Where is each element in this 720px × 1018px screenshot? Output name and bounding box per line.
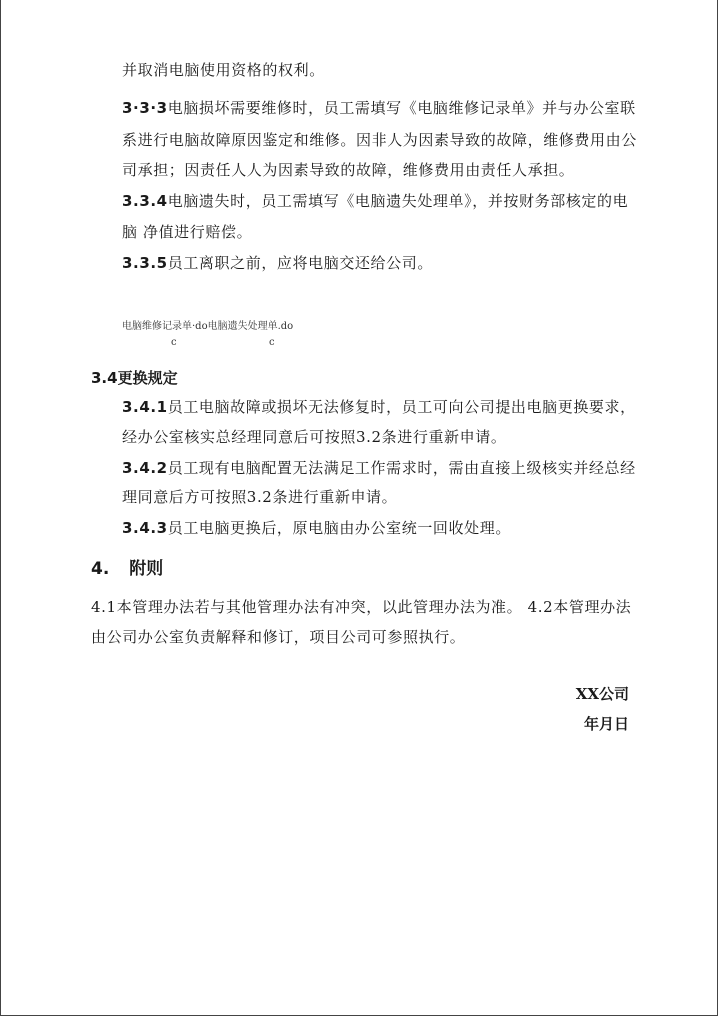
clause-number: 3·3·3 <box>122 99 168 117</box>
clause-3-3-3-line2: 系进行电脑故障原因鉴定和维修。因非人为因素导致的故障，维修费用由公 <box>122 131 637 149</box>
attachment-suffix-1: c <box>171 337 177 348</box>
clause-3-4-1-line2: 经办公室核实总经理同意后可按照3.2条进行重新申请。 <box>122 428 507 446</box>
clause-3-3-3-line3: 司承担；因责任人人为因素导致的故障，维修费用由责任人承担。 <box>122 161 575 179</box>
clause-3-4-1-line1 <box>122 397 636 417</box>
clause-number: 3.3.4 <box>122 192 168 210</box>
clause-text: 员工电脑故障或损坏无法修复时，员工可向公司提出电脑更换要求， <box>167 398 636 416</box>
paragraph-line: 并取消电脑使用资格的权利。 <box>122 61 325 79</box>
section-4-line2: 由公司办公室负责解释和修订，项目公司可参照执行。 <box>91 628 466 646</box>
section-number: 4. <box>91 559 110 579</box>
clause-number: 3.3.5 <box>122 254 168 272</box>
section-3-4-title: 3.4更换规定 <box>91 369 178 387</box>
attachment-filenames[interactable]: 电脑维修记录单·do电脑遗失处理单.do <box>122 321 294 332</box>
clause-number: 3.4.2 <box>122 459 168 477</box>
section-title: 附则 <box>129 559 164 579</box>
clause-3-3-4-line2: 脑 净值进行赔偿。 <box>122 223 253 241</box>
clause-3-4-2-line1 <box>122 458 636 478</box>
clause-3-3-3-line1 <box>122 98 636 118</box>
clause-3-3-5 <box>122 253 433 273</box>
clause-text: 电脑损坏需要维修时，员工需填写《电脑维修记录单》并与办公室联 <box>167 99 636 117</box>
clause-text: 员工电脑更换后，原电脑由办公室统一回收处理。 <box>167 519 511 537</box>
signature-date: 年月日 <box>583 715 629 733</box>
clause-number: 3.4.3 <box>122 519 168 537</box>
section-4-line1: 4.1本管理办法若与其他管理办法有冲突，以此管理办法为准。 4.2本管理办法 <box>91 598 632 616</box>
section-4-heading <box>91 558 163 580</box>
clause-text: 员工现有电脑配置无法满足工作需求时，需由直接上级核实并经总经 <box>167 459 636 477</box>
clause-3-4-2-line2: 理同意后方可按照3.2条进行重新申请。 <box>122 488 398 506</box>
clause-3-3-4-line1 <box>122 191 628 211</box>
clause-text: 电脑遗失时，员工需填写《电脑遗失处理单》，并按财务部核定的电 <box>167 192 629 210</box>
clause-number: 3.4.1 <box>122 398 168 416</box>
signature-company: XX公司 <box>575 685 629 703</box>
clause-3-4-3 <box>122 518 511 538</box>
clause-text: 员工离职之前，应将电脑交还给公司。 <box>167 254 433 272</box>
attachment-suffix-2: c <box>269 337 275 348</box>
